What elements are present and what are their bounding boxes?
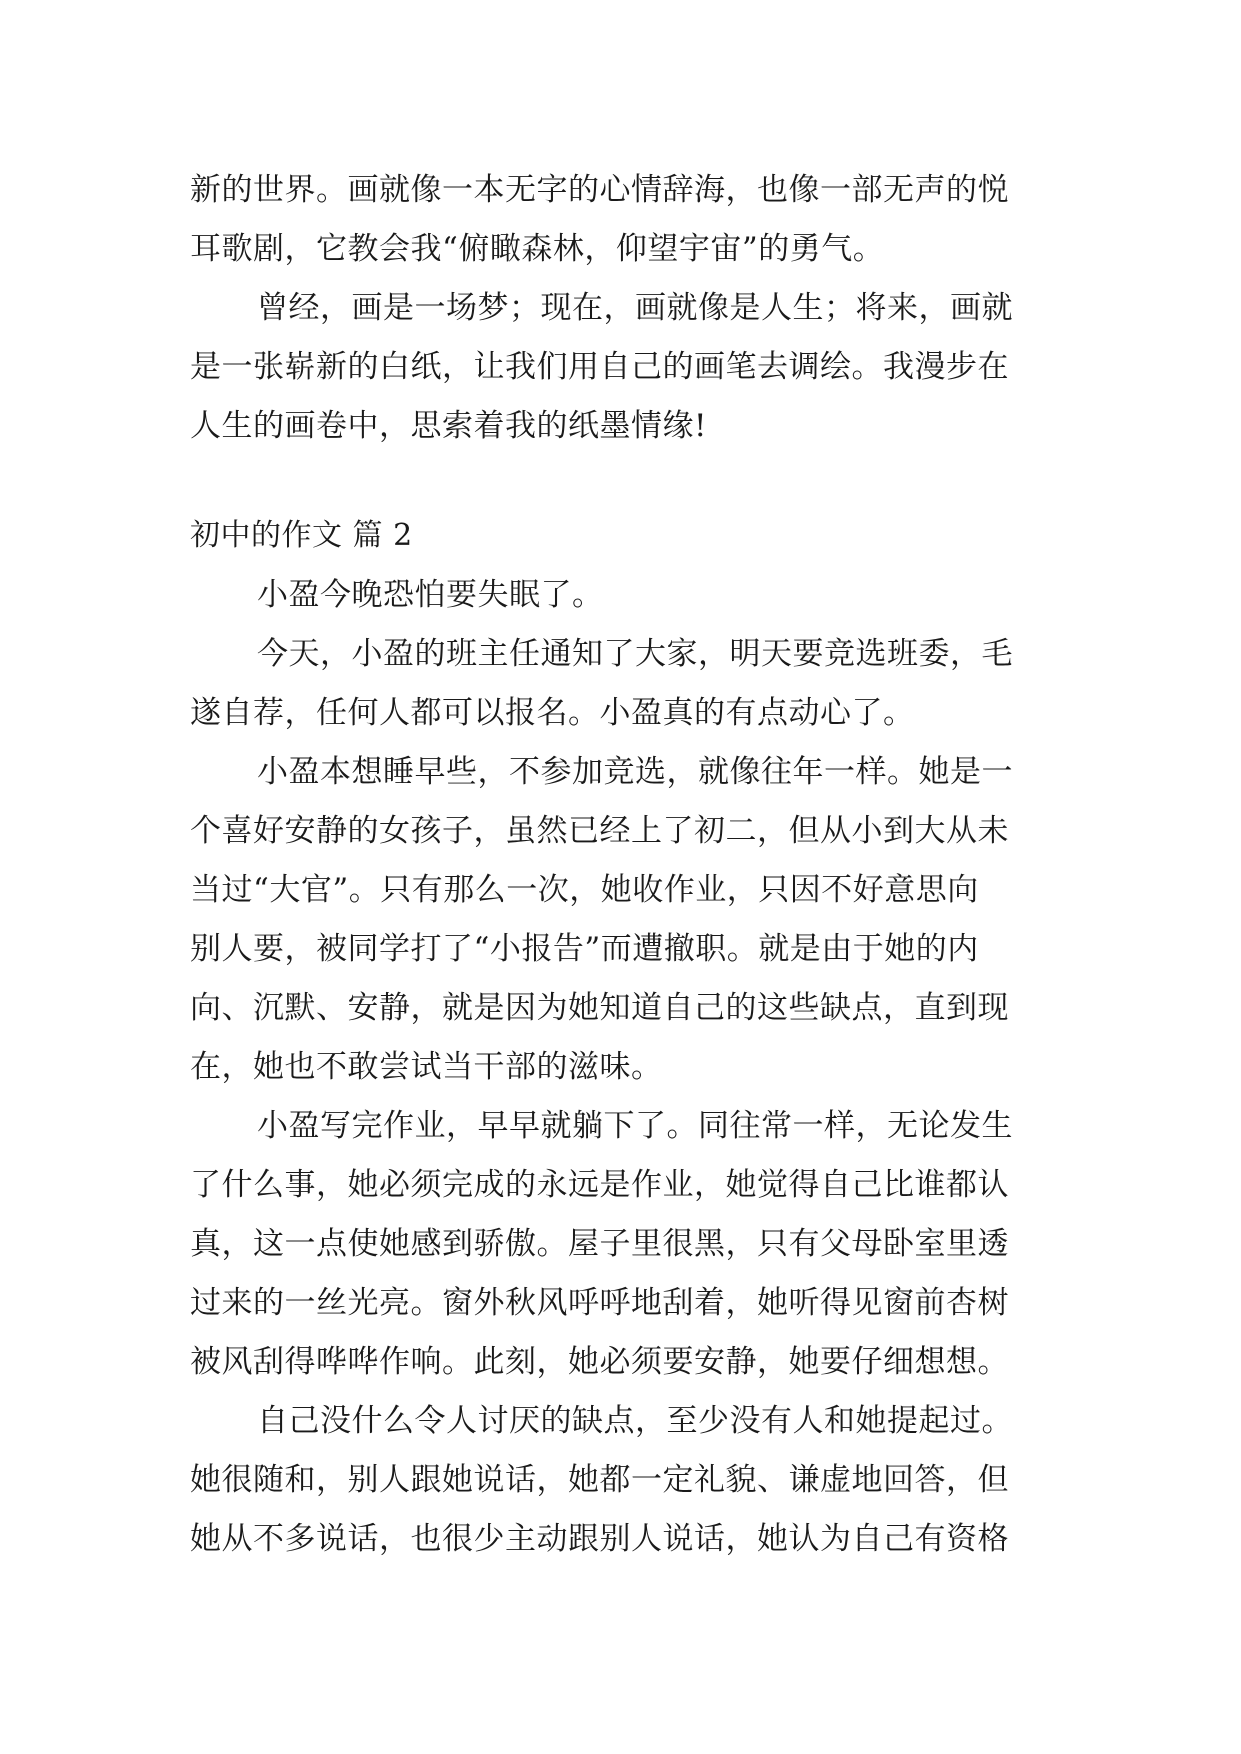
paragraph-start-line: 今天，小盈的班主任通知了大家，明天要竞选班委，毛 (257, 636, 1013, 672)
paragraph-start-line: 小盈写完作业，早早就躺下了。同往常一样，无论发生 (257, 1108, 1013, 1144)
text-line: 在，她也不敢尝试当干部的滋味。 (190, 1049, 663, 1085)
text-line: 遂自荐，任何人都可以报名。小盈真的有点动心了。 (190, 695, 915, 731)
section-heading: 初中的作文 篇 2 (190, 518, 413, 553)
text-line: 真，这一点使她感到骄傲。屋子里很黑，只有父母卧室里透 (190, 1226, 1009, 1262)
paragraph-start-line: 小盈今晚恐怕要失眠了。 (257, 577, 604, 613)
text-line: 当过“大官”。只有那么一次，她收作业，只因不好意思向 (190, 872, 979, 908)
text-line: 耳歌剧，它教会我“俯瞰森林，仰望宇宙”的勇气。 (190, 231, 885, 267)
text-line: 别人要，被同学打了“小报告”而遭撤职。就是由于她的内 (190, 931, 979, 967)
text-line: 被风刮得哗哗作响。此刻，她必须要安静，她要仔细想想。 (190, 1344, 1009, 1380)
paragraph-start-line: 曾经，画是一场梦；现在，画就像是人生；将来，画就 (257, 290, 1013, 326)
text-line: 个喜好安静的女孩子，虽然已经上了初二，但从小到大从未 (190, 813, 1009, 849)
text-line: 过来的一丝光亮。窗外秋风呼呼地刮着，她听得见窗前杏树 (190, 1285, 1009, 1321)
text-line: 她从不多说话，也很少主动跟别人说话，她认为自己有资格 (190, 1521, 1009, 1557)
text-line: 新的世界。画就像一本无字的心情辞海，也像一部无声的悦 (190, 172, 1009, 208)
text-line: 人生的画卷中，思索着我的纸墨情缘! (190, 408, 707, 444)
text-line: 向、沉默、安静，就是因为她知道自己的这些缺点，直到现 (190, 990, 1009, 1026)
text-line: 她很随和，别人跟她说话，她都一定礼貌、谦虚地回答，但 (190, 1462, 1009, 1498)
paragraph-start-line: 自己没什么令人讨厌的缺点，至少没有人和她提起过。 (257, 1403, 1013, 1439)
text-line: 了什么事，她必须完成的永远是作业，她觉得自己比谁都认 (190, 1167, 1009, 1203)
paragraph-start-line: 小盈本想睡早些，不参加竞选，就像往年一样。她是一 (257, 754, 1013, 790)
text-line: 是一张崭新的白纸，让我们用自己的画笔去调绘。我漫步在 (190, 349, 1009, 385)
